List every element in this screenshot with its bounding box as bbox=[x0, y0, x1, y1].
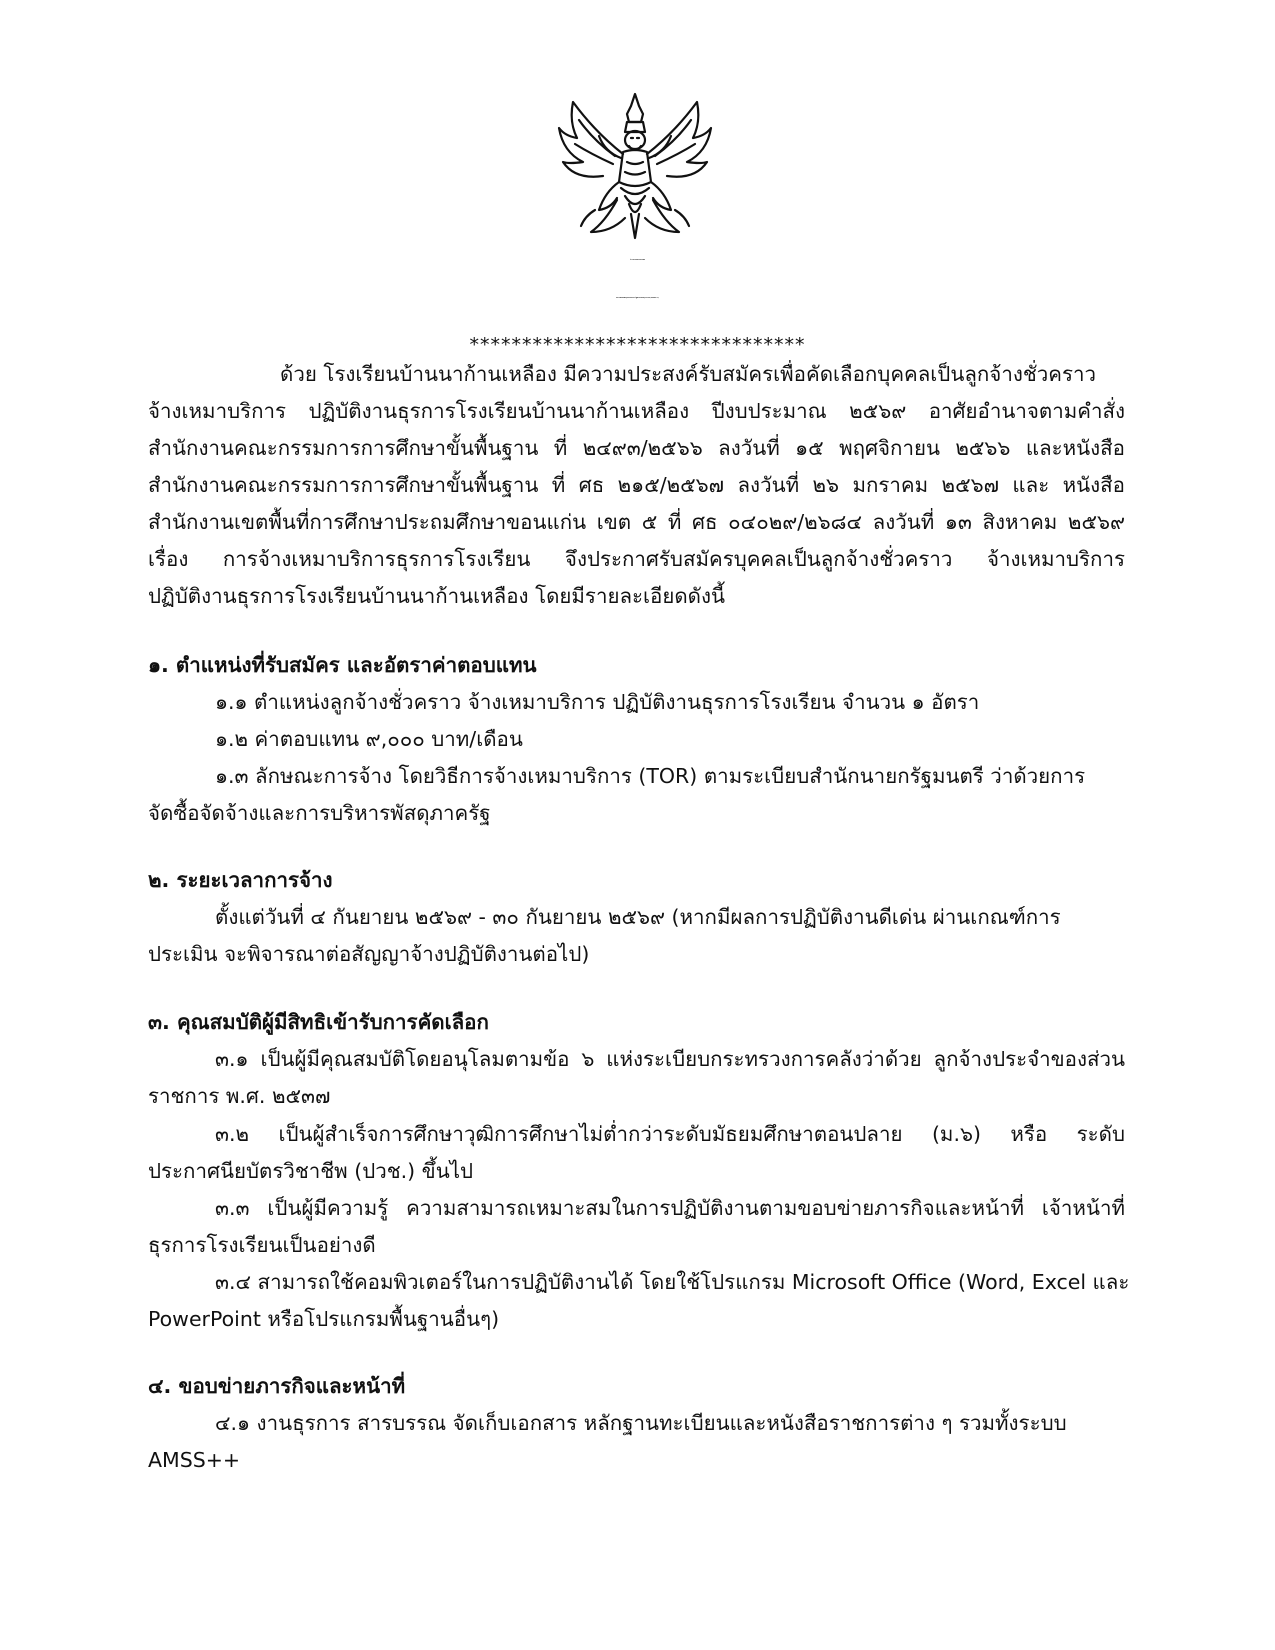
intro-line: ปฏิบัติงานธุรการโรงเรียนบ้านนาก้านเหลือง โดยมีรายละเอียดดังนี้ bbox=[148, 584, 726, 608]
section-heading: ๔. ขอบข่ายภารกิจและหน้าที่ bbox=[148, 1374, 406, 1398]
separator-line: ******************************** bbox=[469, 334, 806, 356]
section-item: ๑.๒ ค่าตอบแทน ๙,๐๐๐ บาท/เดือน bbox=[215, 727, 523, 751]
intro-line: เรื่อง การจ้างเหมาบริการธุรการโรงเรียน จึงประกาศรับสมัครบุคคลเป็นลูกจ้างชั่วคราว จ้างเหมาบริการ bbox=[148, 547, 1125, 571]
section-heading: ๓. คุณสมบัติผู้มีสิทธิเข้ารับการคัดเลือก bbox=[148, 1010, 489, 1034]
section-heading: ๑. ตำแหน่งที่รับสมัคร และอัตราค่าตอบแทน bbox=[148, 653, 537, 677]
section-item-continuation: ราชการ พ.ศ. ๒๕๓๗ bbox=[148, 1084, 331, 1108]
intro-line: สำนักงานคณะกรรมการการศึกษาขั้นพื้นฐาน ที่ ๒๔๙๓/๒๕๖๖ ลงวันที่ ๑๕ พฤศจิกายน ๒๕๖๖ และหนังสือ bbox=[148, 436, 1125, 460]
section-item: ๑.๑ ตำแหน่งลูกจ้างชั่วคราว จ้างเหมาบริการ ปฏิบัติงานธุรการโรงเรียน จำนวน ๑ อัตรา bbox=[215, 690, 980, 714]
section-item-continuation: ประเมิน จะพิจารณาต่อสัญญาจ้างปฏิบัติงานต่อไป) bbox=[148, 942, 590, 966]
intro-line: สำนักงานเขตพื้นที่การศึกษาประถมศึกษาขอนแก่น เขต ๕ ที่ ศธ ๐๔๐๒๙/๒๖๘๔ ลงวันที่ ๑๓ สิงหาคม ๒๕๖๙ bbox=[148, 510, 1125, 534]
announcement-subject: เรื่อง รับสมัครคัดเลือกบุคคลจ้างเหมาบริการ ปฏิบัติงานเจ้าหน้าที่ธุรการโรงเรียน (ทดแทนอัตราว่าง) bbox=[616, 298, 659, 299]
section-item: ๑.๓ ลักษณะการจ้าง โดยวิธีการจ้างเหมาบริการ (TOR) ตามระเบียบสำนักนายกรัฐมนตรี ว่าด้วยการ bbox=[215, 764, 1086, 788]
intro-line: สำนักงานคณะกรรมการการศึกษาขั้นพื้นฐาน ที่ ศธ ๒๑๕/๒๕๖๗ ลงวันที่ ๒๖ มกราคม ๒๕๖๗ และ หนังสือ bbox=[148, 473, 1125, 497]
section-item-continuation: ประกาศนียบัตรวิชาชีพ (ปวช.) ขึ้นไป bbox=[148, 1159, 474, 1183]
section-item-continuation: ธุรการโรงเรียนเป็นอย่างดี bbox=[148, 1233, 376, 1257]
section-item: ๓.๔ สามารถใช้คอมพิวเตอร์ในการปฏิบัติงานได้ โดยใช้โปรแกรม Microsoft Office (Word, Excel และ bbox=[215, 1270, 1130, 1294]
section-heading: ๒. ระยะเวลาการจ้าง bbox=[148, 868, 333, 892]
section-item-continuation: จัดซื้อจัดจ้างและการบริหารพัสดุภาครัฐ bbox=[148, 801, 491, 825]
section-item: ๔.๑ งานธุรการ สารบรรณ จัดเก็บเอกสาร หลักฐานทะเบียนและหนังสือราชการต่าง ๆ รวมทั้งระบบ bbox=[215, 1411, 1067, 1435]
section-item-continuation: AMSS++ bbox=[148, 1448, 241, 1472]
intro-line: ด้วย โรงเรียนบ้านนาก้านเหลือง มีความประสงค์รับสมัครเพื่อคัดเลือกบุคคลเป็นลูกจ้างชั่วคราว bbox=[280, 362, 1097, 386]
intro-line: จ้างเหมาบริการ ปฏิบัติงานธุรการโรงเรียนบ้านนาก้านเหลือง ปีงบประมาณ ๒๕๖๙ อาศัยอำนาจตามคำสั่ง bbox=[148, 399, 1125, 423]
announcement-title: ประกาศโรงเรียนบ้านนาก้านเหลือง bbox=[630, 260, 645, 261]
section-item: ๓.๒ เป็นผู้สำเร็จการศึกษาวุฒิการศึกษาไม่ต่ำกว่าระดับมัธยมศึกษาตอนปลาย (ม.๖) หรือ ระดับ bbox=[215, 1122, 1125, 1146]
section-item-continuation: PowerPoint หรือโปรแกรมพื้นฐานอื่นๆ) bbox=[148, 1307, 500, 1331]
section-item: ๓.๑ เป็นผู้มีคุณสมบัติโดยอนุโลมตามข้อ ๖ แห่งระเบียบกระทรวงการคลังว่าด้วย ลูกจ้างประจำของส่วน bbox=[215, 1047, 1125, 1071]
garuda-emblem bbox=[555, 92, 715, 242]
section-item: ๓.๓ เป็นผู้มีความรู้ ความสามารถเหมาะสมในการปฏิบัติงานตามขอบข่ายภารกิจและหน้าที่ เจ้าหน้าที่ bbox=[215, 1196, 1125, 1220]
section-item: ตั้งแต่วันที่ ๔ กันยายน ๒๕๖๙ - ๓๐ กันยายน ๒๕๖๙ (หากมีผลการปฏิบัติงานดีเด่น ผ่านเกณฑ์การ bbox=[215, 905, 1061, 929]
